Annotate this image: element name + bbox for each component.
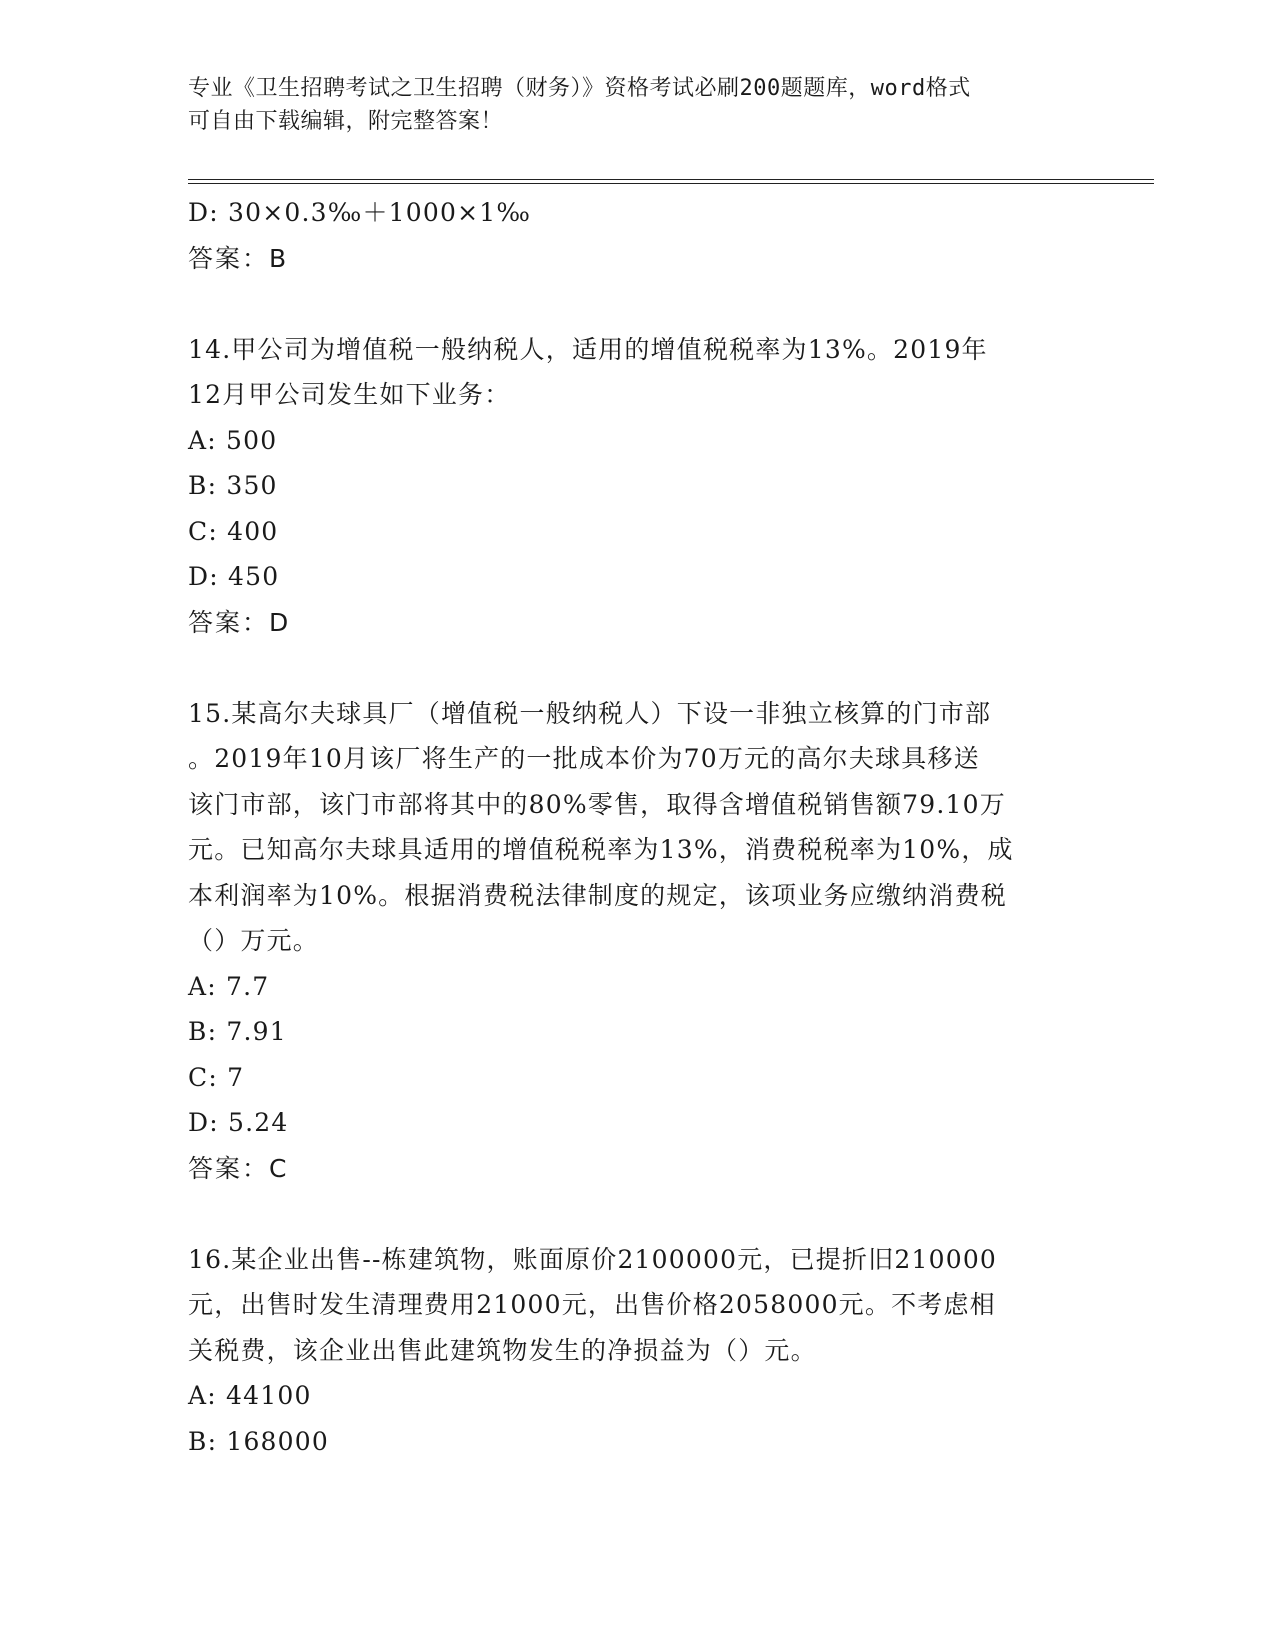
question-line: 12月甲公司发生如下业务： <box>188 380 511 409</box>
option-line: D: 30×0.3‰＋1000×1‰ <box>188 198 532 227</box>
option-line: D: 5.24 <box>188 1108 289 1137</box>
paragraph-gap <box>188 645 1088 691</box>
option-line: C: 400 <box>188 516 279 546</box>
option-line: A: 44100 <box>188 1381 312 1410</box>
document-body <box>188 190 1088 1464</box>
question-line: 元。已知高尔夫球具适用的增值税税率为13%，消费税税率为10%，成 <box>188 835 1014 864</box>
question-line: （）万元。 <box>188 926 320 955</box>
answer-line: 答案：C <box>188 1153 289 1183</box>
option-line: D: 450 <box>188 562 280 591</box>
question-line: 14.甲公司为增值税一般纳税人，适用的增值税税率为13%。2019年 <box>188 334 988 364</box>
question-line: 关税费，该企业出售此建筑物发生的净损益为（）元。 <box>188 1335 817 1365</box>
answer-line: 答案：B <box>188 243 289 273</box>
header-rule-top <box>188 179 1154 180</box>
option-line: C: 7 <box>188 1062 245 1092</box>
header-line-1: 专业《卫生招聘考试之卫生招聘（财务）》资格考试必刷200题题库，word格式 <box>188 76 971 101</box>
option-line: B: 168000 <box>188 1426 329 1456</box>
question-line: 。2019年10月该厂将生产的一批成本价为70万元的高尔夫球具移送 <box>188 744 980 773</box>
header-rule-bottom <box>188 183 1154 184</box>
option-line: A: 500 <box>188 425 278 455</box>
header-line-2: 可自由下载编辑，附完整答案！ <box>188 109 504 134</box>
paragraph-gap <box>188 1191 1088 1237</box>
option-line: A: 7.7 <box>188 971 270 1001</box>
answer-line: 答案：D <box>188 607 291 637</box>
question-line: 15.某高尔夫球具厂（增值税一般纳税人）下设一非独立核算的门市部 <box>188 698 992 728</box>
option-line: B: 7.91 <box>188 1017 287 1046</box>
document-header <box>188 72 1088 138</box>
option-line: B: 350 <box>188 471 278 500</box>
question-line: 该门市部，该门市部将其中的80%零售，取得含增值税销售额79.10万 <box>188 789 1006 819</box>
question-line: 元，出售时发生清理费用21000元，出售价格2058000元。不考虑相 <box>188 1290 996 1319</box>
question-line: 16.某企业出售--栋建筑物，账面原价2100000元，已提折旧210000 <box>188 1244 998 1274</box>
question-line: 本利润率为10%。根据消费税法律制度的规定，该项业务应缴纳消费税 <box>188 880 1007 910</box>
paragraph-gap <box>188 281 1088 327</box>
